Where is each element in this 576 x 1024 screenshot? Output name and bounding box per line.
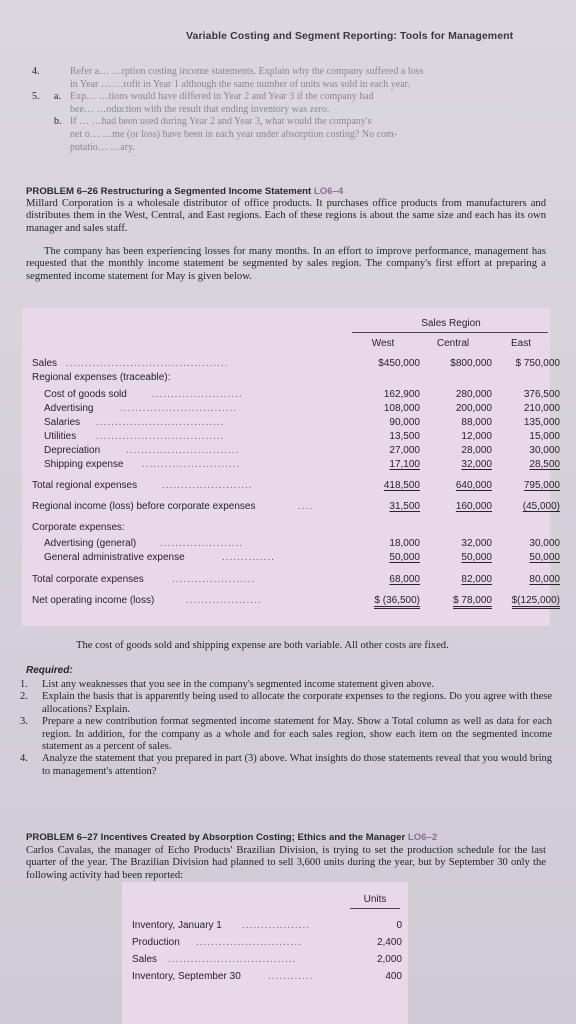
row-value: 2,000	[376, 954, 402, 965]
exercise-sub: a.	[54, 91, 61, 103]
column-header-west: West	[371, 338, 395, 349]
row-label: Sales	[32, 358, 58, 369]
row-cogs: Cost of goods sold ........................ 162,900 280,000 376,500	[44, 389, 560, 400]
cell-east: 28,500	[529, 459, 560, 470]
cell-west: 68,000	[389, 574, 420, 585]
cell-east: 80,000	[529, 574, 560, 585]
cell-west: 17,100	[389, 459, 420, 470]
row-shipping: Shipping expense .......................... 17,100 32,000 28,500	[44, 459, 560, 470]
cell-central: 50,000	[461, 552, 492, 563]
row-sales: Sales ........................................... $450,000 $800,000 $ 750,000	[32, 358, 560, 369]
cell-central: 280,000	[455, 389, 492, 400]
exercise-sub: b.	[54, 116, 62, 128]
cell-west: 90,000	[389, 417, 420, 428]
cell-east: 795,000	[523, 480, 560, 491]
prior-exercises	[32, 66, 552, 154]
required-heading: Required:	[26, 665, 73, 676]
row-advertising-general: Advertising (general) ...................... 18,000 32,000 30,000	[44, 538, 560, 549]
units-row: Production ............................ 2,400	[132, 937, 402, 948]
row-label: Shipping expense	[44, 459, 124, 470]
units-row: Inventory, September 30 ............ 400	[132, 971, 402, 982]
row-total-corporate: Total corporate expenses ...................... 68,000 82,000 80,000	[32, 574, 560, 585]
required-text: List any weaknesses that you see in the company's segmented income statement given above.	[42, 679, 435, 690]
exercise-text: net o… …me (or loss) have been in each year under absorption costing? No com-	[70, 128, 398, 140]
row-utilities: Utilities .................................. 13,500 12,000 15,000	[44, 431, 560, 442]
exercise-text: putatio… …ary.	[70, 141, 135, 153]
cell-west: 162,900	[383, 389, 420, 400]
problem-title: Restructuring a Segmented Income Statement	[100, 186, 312, 197]
row-label: Total corporate expenses	[32, 574, 144, 585]
row-label: Utilities	[44, 431, 77, 442]
cell-east: 15,000	[529, 431, 560, 442]
required-text: Prepare a new contribution format segmented income statement for May. Show a Total column as well as data for each region. In addition, for the company as a whole and for each sales region, show each item on the segmented income statement as a percent of sales.	[42, 716, 552, 753]
segmented-income-statement	[22, 308, 560, 626]
cell-east: $ 750,000	[515, 358, 560, 369]
cell-central: $800,000	[450, 358, 492, 369]
cost-behavior-note: The cost of goods sold and shipping expense are both variable. All other costs are fixed.	[76, 640, 449, 651]
row-regional-income: Regional income (loss) before corporate expenses .... 31,500 160,000 (45,000)	[32, 501, 560, 512]
row-corporate-header	[32, 522, 550, 536]
units-row: Sales .................................. 2,000	[132, 954, 402, 965]
exercise-text: in Year … …rofit in Year 1 although the same number of units was sold in each year.	[70, 78, 410, 90]
row-label: Advertising	[44, 403, 94, 414]
cell-west: $450,000	[378, 358, 420, 369]
row-label: Cost of goods sold	[44, 389, 127, 400]
exercise-text: If … …had been used during Year 2 and Year 3, what would the company's	[70, 116, 372, 128]
problem-6-26-heading	[26, 186, 546, 197]
header-rule	[352, 332, 548, 333]
cell-central: 28,000	[461, 445, 492, 456]
exercise-4	[32, 66, 552, 79]
required-text: Explain the basis that is apparently being used to allocate the corporate expenses to the regions. Do you agree with these allocations? Explain.	[42, 691, 552, 715]
cell-east: 376,500	[523, 389, 560, 400]
row-total-regional: Total regional expenses ........................ 418,500 640,000 795,000	[32, 480, 560, 491]
cell-central: 82,000	[461, 574, 492, 585]
cell-east: (45,000)	[522, 501, 560, 512]
row-label: Net operating income (loss)	[32, 595, 155, 606]
problem-code: PROBLEM 6–26	[26, 186, 98, 197]
cell-central: 88,000	[461, 417, 492, 428]
row-value: 400	[385, 971, 402, 982]
problem-code: PROBLEM 6–27	[26, 832, 98, 843]
exercise-5a	[32, 91, 552, 104]
row-label: General administrative expense	[44, 552, 185, 563]
row-advertising: Advertising ............................... 108,000 200,000 210,000	[44, 403, 560, 414]
row-salaries: Salaries .................................. 90,000 88,000 135,000	[44, 417, 560, 428]
problem-6-27-intro: Carlos Cavalas, the manager of Echo Products' Brazilian Division, is trying to set the production schedule for the last quarter of the year. The Brazilian Division had planned to sell 3,600 units during the year, but by September 30 only the following activity had been reported:	[26, 845, 546, 881]
exercise-number: 5.	[32, 91, 40, 103]
required-list	[20, 679, 552, 778]
cell-central: 32,000	[461, 538, 492, 549]
running-head: Variable Costing and Segment Reporting: Tools for Management	[186, 30, 514, 42]
exercise-text: bee… …oduction with the result that ending inventory was zero.	[70, 103, 330, 115]
problem-6-26-context: The company has been experiencing losses for many months. In an effort to improve performance, management has requested that the monthly income statement be segmented by sales region. The company's first effort at preparing a segmented income statement for May is given below.	[26, 246, 546, 282]
cell-central: 640,000	[455, 480, 492, 491]
exercise-number: 4.	[32, 66, 40, 77]
row-value: 2,400	[376, 937, 402, 948]
cell-east: $(125,000)	[512, 595, 560, 609]
required-item	[20, 691, 552, 716]
row-general-admin: General administrative expense .............. 50,000 50,000 50,000	[44, 552, 560, 563]
row-label: Sales	[132, 954, 158, 965]
cell-east: 50,000	[529, 552, 560, 563]
row-depreciation: Depreciation .............................. 27,000 28,000 30,000	[44, 445, 560, 456]
column-header-east: East	[510, 338, 531, 349]
row-label: Advertising (general)	[44, 538, 137, 549]
header-rule	[350, 908, 400, 909]
cell-east: 135,000	[523, 417, 560, 428]
cell-west: $ (36,500)	[374, 595, 420, 609]
cell-west: 418,500	[383, 480, 420, 491]
units-activity-table	[122, 882, 408, 1024]
units-header: Units	[363, 894, 387, 905]
cell-east: 30,000	[529, 445, 560, 456]
cell-central: 32,000	[461, 459, 492, 470]
cell-west: 18,000	[389, 538, 420, 549]
row-label: Inventory, September 30	[132, 971, 241, 982]
row-net-operating: Net operating income (loss) .................... $ (36,500) $ 78,000 $(125,000)	[32, 595, 550, 609]
required-number: 1.	[20, 679, 28, 690]
cell-central: 200,000	[455, 403, 492, 414]
exercise-text: Exp… …tions would have differed in Year 2 and Year 3 if the company had	[70, 91, 374, 103]
row-regional-header	[32, 372, 550, 386]
sales-region-header: Sales Region	[421, 318, 481, 329]
required-item	[20, 716, 552, 753]
units-row: Inventory, January 1 .................. 0	[132, 920, 402, 931]
required-item	[20, 679, 552, 691]
required-number: 2.	[20, 691, 28, 703]
required-number: 3.	[20, 716, 28, 728]
required-number: 4.	[20, 753, 28, 765]
cell-west: 13,500	[389, 431, 420, 442]
cell-west: 108,000	[383, 403, 420, 414]
row-label: Production	[132, 937, 180, 948]
cell-east: 210,000	[523, 403, 560, 414]
row-label: Regional income (loss) before corporate expenses	[32, 501, 256, 512]
cell-east: 30,000	[529, 538, 560, 549]
required-item	[20, 753, 552, 778]
problem-6-26-intro: Millard Corporation is a wholesale distributor of office products. It purchases office products from manufacturers and distributes them in the West, Central, and East regions. Each of these regions is about the same size and each has its own manager and sales staff.	[26, 198, 546, 234]
cell-west: 50,000	[389, 552, 420, 563]
row-label: Corporate expenses:	[32, 522, 125, 533]
required-text: Analyze the statement that you prepared in part (3) above. What insights do those statements reveal that you would bring to management's attention?	[42, 753, 552, 777]
cell-central: $ 78,000	[453, 595, 492, 609]
cell-central: 160,000	[455, 501, 492, 512]
cell-west: 27,000	[389, 445, 420, 456]
cell-west: 31,500	[389, 501, 420, 512]
problem-title: Incentives Created by Absorption Costing; Ethics and the Manager	[100, 832, 406, 843]
problem-6-27-heading	[26, 832, 546, 843]
row-label: Inventory, January 1	[132, 920, 222, 931]
column-header-central: Central	[436, 338, 470, 349]
row-label: Total regional expenses	[32, 480, 138, 491]
exercise-text: Refer a… …rption costing income statements. Explain why the company suffered a loss	[70, 66, 424, 77]
learning-objective: LO6–4	[313, 186, 344, 197]
row-value: 0	[396, 920, 402, 931]
exercise-5b	[32, 116, 552, 129]
row-label: Salaries	[44, 417, 81, 428]
learning-objective: LO6–2	[407, 832, 438, 843]
row-label: Regional expenses (traceable):	[32, 372, 171, 383]
cell-central: 12,000	[461, 431, 492, 442]
row-label: Depreciation	[44, 445, 101, 456]
